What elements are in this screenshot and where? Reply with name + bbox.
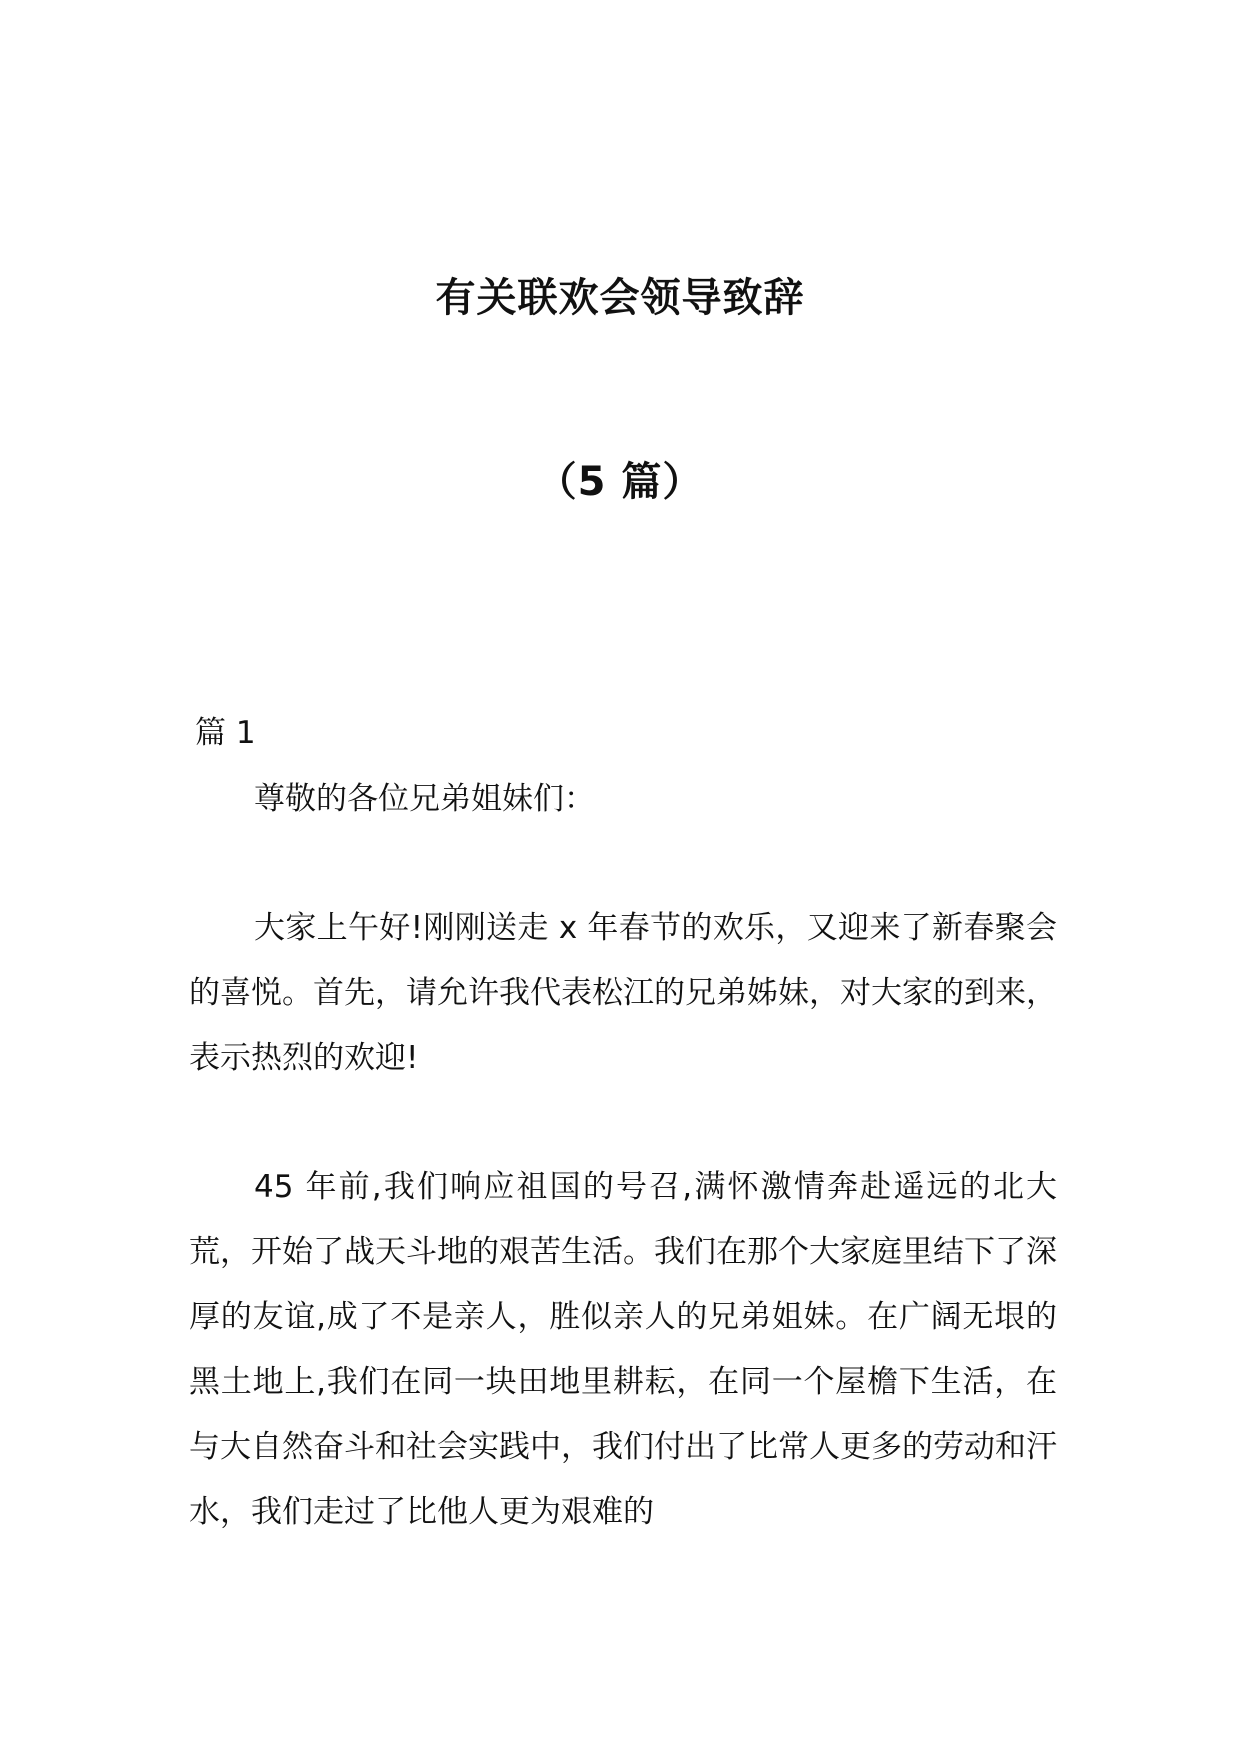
document-subtitle: （5 篇） <box>536 459 704 505</box>
section-label: 篇 1 <box>195 715 256 751</box>
paragraph-history: 45 年前,我们响应祖国的号召,满怀激情奔赴遥远的北大荒，开始了战天斗地的艰苦生活。我们在那个大家庭里结下了深厚的友谊,成了不是亲人，胜似亲人的兄弟姐妹。在广阔无垠的黑土地上,我们在同一块田地里耕耘，在同一个屋檐下生活，在与大自然奋斗和社会实践中，我们付出了比常人更多的劳动和汗水，我们走过了比他人更为艰难的 <box>189 1169 1057 1530</box>
paragraph-greeting: 大家上午好!刚刚送走 x 年春节的欢乐，又迎来了新春聚会的喜悦。首先，请允许我代表松江的兄弟姊妹，对大家的到来，表示热烈的欢迎! <box>189 910 1057 1076</box>
salutation: 尊敬的各位兄弟姐妹们： <box>254 781 595 817</box>
document-title: 有关联欢会领导致辞 <box>435 275 805 321</box>
